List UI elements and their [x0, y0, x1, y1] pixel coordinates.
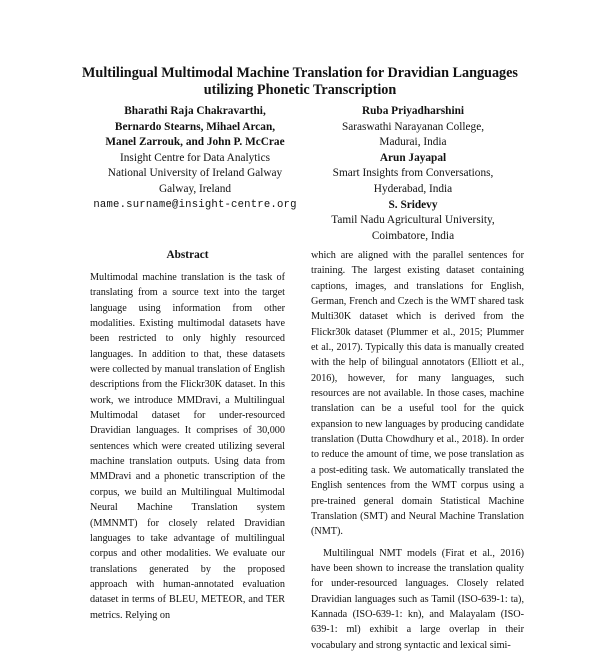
title-line-1: Multilingual Multimodal Machine Translation for Dravidian Languages: [82, 65, 518, 81]
author-block-right: [298, 104, 528, 244]
author-names-2: Bernardo Stearns, Mihael Arcan,: [114, 120, 276, 133]
affiliation-line-2: National University of Ireland Galway: [107, 167, 283, 180]
body-column-right: [311, 248, 524, 653]
paper-title: [40, 65, 560, 99]
title-line-2: utilizing Phonetic Transcription: [203, 82, 397, 98]
author-names-3: Manel Zarrouk, and John P. McCrae: [105, 136, 285, 149]
author-block-left: [70, 104, 320, 213]
author-name-sridevy: S. Sridevy: [388, 198, 438, 211]
body-paragraph-2: Multilingual NMT models (Firat et al., 2016) have been shown to increase the translation quality for under-resourced languages. Closely related Dravidian languages such as Tamil (ISO-639-1: ta), Kannada (ISO-639-1: kn), and Malayalam (ISO-639-1: ml) exhibit a large overlap in their vocabulary and strong syntactic and lexical simi-: [311, 547, 524, 651]
author-name-arun: Arun Jayapal: [379, 151, 447, 164]
affiliation-sridevy-2: Coimbatore, India: [371, 229, 455, 242]
abstract-heading: Abstract: [166, 249, 209, 261]
affiliation-line-3: Galway, Ireland: [158, 182, 232, 195]
affiliation-ruba-1: Saraswathi Narayanan College,: [341, 120, 485, 133]
affiliation-arun-2: Hyderabad, India: [373, 182, 453, 195]
body-paragraph-1: which are aligned with the parallel sentences for training. The largest existing dataset containing captions, images, and translations for English, German, French and Czech is the WMT shared task Multi30K dataset which is derived from the Flickr30k dataset (Plummer et al., 2015; Plummer et al., 2017). Typically this data is manually created with the help of bilingual annotators (Elliott et al., 2016), however, for many languages, such resources are not available. In those cases, machine translation can be a useful tool for the quick expansion to new languages by producing candidate translation (Dutta Chowdhury et al., 2018). In order to reduce the amount of time, we pose translation as a post-editing task. We automatically translated the English sentences from the WMT corpus using a pre-trained general domain Statistical Machine Translation (SMT) and Neural Machine Translation (NMT).: [311, 250, 524, 538]
abstract-text: Multimodal machine translation is the task of translating from a source text into the target language using information from other modalities. Existing multimodal datasets have been restricted to only highly resourced languages. In addition to that, these datasets were collected by manual translation of English descriptions from the Flickr30K dataset. In this work, we introduce MMDravi, a Multilingual Multimodal dataset for under-resourced Dravidian languages. It comprises of 30,000 sentences which were created utilizing several machine translation outputs. Using data from MMDravi and a phonetic transcription of the corpus, we build an Multilingual Multimodal Neural Machine Translation system (MMNMT) for closely related Dravidian languages to take advantage of multilingual corpus and other modalities. We evaluate our translations generated by the proposed approach with human-annotated evaluation dataset in terms of BLEU, METEOR, and TER metrics. Relying on: [90, 272, 285, 621]
abstract-column: [90, 270, 285, 623]
affiliation-arun-1: Smart Insights from Conversations,: [332, 167, 494, 180]
author-name-ruba: Ruba Priyadharshini: [361, 105, 464, 117]
affiliation-sridevy-1: Tamil Nadu Agricultural University,: [331, 214, 495, 227]
affiliation-ruba-2: Madurai, India: [379, 136, 447, 149]
author-names-1: Bharathi Raja Chakravarthi,: [124, 105, 266, 117]
author-email: name.surname@insight-centre.org: [93, 198, 297, 211]
affiliation-line-1: Insight Centre for Data Analytics: [120, 151, 270, 164]
